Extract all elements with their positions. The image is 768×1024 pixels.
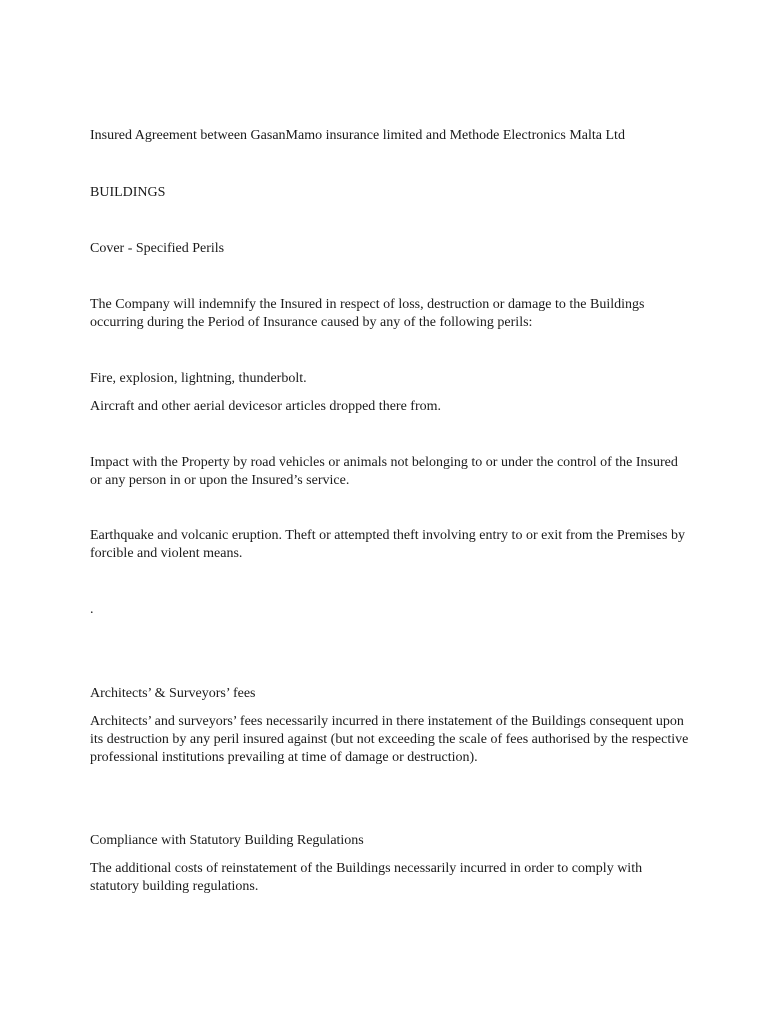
intro-paragraph: The Company will indemnify the Insured in respect of loss, destruction or damage to the Buildings occurring during the Period of Insurance caused by any of the following perils: (90, 297, 645, 330)
compliance-heading: Compliance with Statutory Building Regulations (90, 833, 364, 848)
peril-aircraft: Aircraft and other aerial devicesor articles dropped there from. (90, 399, 441, 414)
peril-impact: Impact with the Property by road vehicles or animals not belonging to or under the control of the Insured or any person in or upon the Insured’s service. (90, 455, 678, 488)
architects-paragraph: Architects’ and surveyors’ fees necessarily incurred in there instatement of the Buildings consequent upon its destruction by any peril insured against (but not exceeding the scale of fees authorised by the respective professional institutions prevailing at time of damage or destruction). (90, 714, 689, 765)
cover-heading: Cover - Specified Perils (90, 241, 225, 256)
peril-earthquake: Earthquake and volcanic eruption. Theft or attempted theft involving entry to or exit from the Premises by forcible and violent means. (90, 528, 685, 561)
stray-period-mark: . (90, 602, 94, 617)
section-heading-buildings: BUILDINGS (90, 185, 166, 200)
architects-heading: Architects’ & Surveyors’ fees (90, 686, 256, 701)
document-title: Insured Agreement between GasanMamo insurance limited and Methode Electronics Malta Ltd (90, 128, 625, 143)
compliance-paragraph: The additional costs of reinstatement of the Buildings necessarily incurred in order to comply with statutory building regulations. (90, 861, 643, 894)
peril-fire: Fire, explosion, lightning, thunderbolt. (90, 371, 307, 386)
